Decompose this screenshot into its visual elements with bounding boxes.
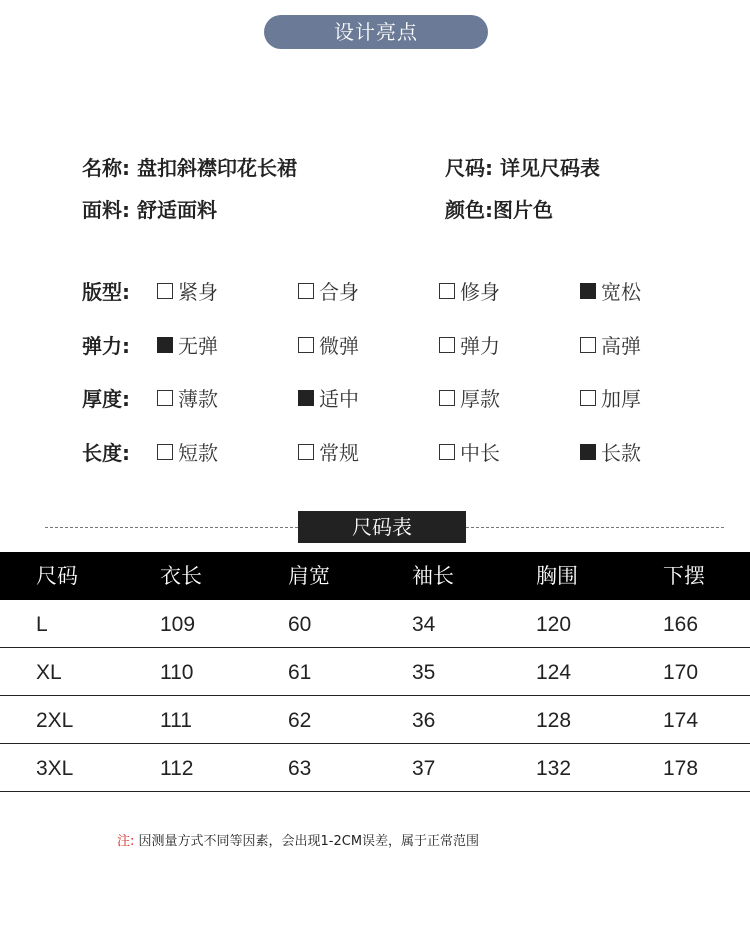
- attribute-option: [298, 437, 359, 466]
- unchecked-box-icon: [439, 283, 455, 299]
- size-table-header: [0, 552, 750, 600]
- checked-box-icon: [298, 390, 314, 406]
- unchecked-box-icon: [157, 283, 173, 299]
- table-cell: 178: [663, 757, 699, 780]
- attribute-option: [157, 383, 218, 412]
- checked-box-icon: [580, 283, 596, 299]
- attribute-option-label: 短款: [178, 441, 218, 465]
- table-cell: 132: [536, 757, 572, 780]
- unchecked-box-icon: [298, 444, 314, 460]
- product-size: 尺码: 详见尺码表: [445, 156, 600, 180]
- attribute-option-label: 中长: [460, 441, 500, 465]
- attribute-option-label: 紧身: [178, 280, 218, 304]
- table-header-cell: 尺码: [36, 564, 78, 588]
- unchecked-box-icon: [439, 390, 455, 406]
- attribute-option: [157, 276, 218, 305]
- attribute-label: 版型:: [82, 280, 130, 304]
- attribute-option: [157, 437, 218, 466]
- unchecked-box-icon: [580, 390, 596, 406]
- unchecked-box-icon: [298, 337, 314, 353]
- attribute-option-label: 厚款: [460, 387, 500, 411]
- product-fabric: 面料: 舒适面料: [82, 198, 217, 222]
- attribute-option: [439, 330, 500, 359]
- attribute-option: [580, 437, 641, 466]
- table-cell: 36: [412, 709, 436, 732]
- divider-left: [45, 527, 298, 528]
- table-cell: 111: [160, 709, 192, 732]
- attribute-option: [580, 276, 641, 305]
- attribute-option: [298, 383, 359, 412]
- attribute-option-label: 无弹: [178, 334, 218, 358]
- table-cell: XL: [36, 661, 62, 684]
- attribute-option: [298, 330, 359, 359]
- unchecked-box-icon: [580, 337, 596, 353]
- checked-box-icon: [157, 337, 173, 353]
- table-header-cell: 胸围: [536, 564, 578, 588]
- table-header-cell: 下摆: [663, 564, 705, 588]
- table-cell: 63: [288, 757, 312, 780]
- unchecked-box-icon: [439, 337, 455, 353]
- table-cell: 37: [412, 757, 436, 780]
- table-cell: 35: [412, 661, 436, 684]
- attribute-option: [439, 383, 500, 412]
- table-cell: 60: [288, 613, 312, 636]
- table-cell: 34: [412, 613, 436, 636]
- unchecked-box-icon: [157, 390, 173, 406]
- table-cell: 109: [160, 613, 196, 636]
- attribute-label: 弹力:: [82, 334, 130, 358]
- attribute-option: [580, 383, 641, 412]
- product-color: 颜色:图片色: [445, 198, 553, 222]
- measurement-note: [117, 830, 479, 849]
- attribute-option-label: 长款: [601, 441, 641, 465]
- attribute-option-label: 宽松: [601, 280, 641, 304]
- table-cell: 120: [536, 613, 572, 636]
- table-row: [0, 696, 750, 744]
- table-cell: L: [36, 613, 48, 636]
- attribute-label: 长度:: [82, 441, 130, 465]
- attribute-option: [580, 330, 641, 359]
- attribute-option-label: 微弹: [319, 334, 359, 358]
- attribute-option-label: 修身: [460, 280, 500, 304]
- table-cell: 170: [663, 661, 699, 684]
- attribute-option-label: 薄款: [178, 387, 218, 411]
- attribute-label: 厚度:: [82, 387, 130, 411]
- table-cell: 61: [288, 661, 312, 684]
- attribute-option-label: 合身: [319, 280, 359, 304]
- attribute-option: [298, 276, 359, 305]
- table-cell: 128: [536, 709, 572, 732]
- table-row: [0, 744, 750, 792]
- unchecked-box-icon: [439, 444, 455, 460]
- note-prefix: 注:: [117, 834, 135, 849]
- attribute-option: [439, 276, 500, 305]
- table-cell: 2XL: [36, 709, 74, 732]
- table-cell: 110: [160, 661, 194, 684]
- table-cell: 124: [536, 661, 572, 684]
- table-header-cell: 衣长: [160, 564, 202, 588]
- attribute-option-label: 常规: [319, 441, 359, 465]
- table-cell: 112: [160, 757, 194, 780]
- attribute-option: [439, 437, 500, 466]
- checked-box-icon: [580, 444, 596, 460]
- table-cell: 174: [663, 709, 699, 732]
- table-cell: 3XL: [36, 757, 74, 780]
- attribute-option-label: 适中: [319, 387, 359, 411]
- size-table-title: 尺码表: [298, 511, 466, 543]
- attribute-option: [157, 330, 218, 359]
- table-header-cell: 肩宽: [288, 564, 330, 588]
- table-row: [0, 600, 750, 648]
- table-row: [0, 648, 750, 696]
- unchecked-box-icon: [298, 283, 314, 299]
- note-text: 因测量方式不同等因素，会出现1-2CM误差，属于正常范围: [138, 834, 480, 849]
- attribute-option-label: 高弹: [601, 334, 641, 358]
- table-cell: 166: [663, 613, 699, 636]
- attribute-option-label: 弹力: [460, 334, 500, 358]
- section-title-design-highlights: 设计亮点: [264, 15, 488, 49]
- unchecked-box-icon: [157, 444, 173, 460]
- divider-right: [466, 527, 724, 528]
- product-name: 名称: 盘扣斜襟印花长裙: [82, 156, 297, 180]
- attribute-option-label: 加厚: [601, 387, 641, 411]
- table-header-cell: 袖长: [412, 564, 454, 588]
- table-cell: 62: [288, 709, 312, 732]
